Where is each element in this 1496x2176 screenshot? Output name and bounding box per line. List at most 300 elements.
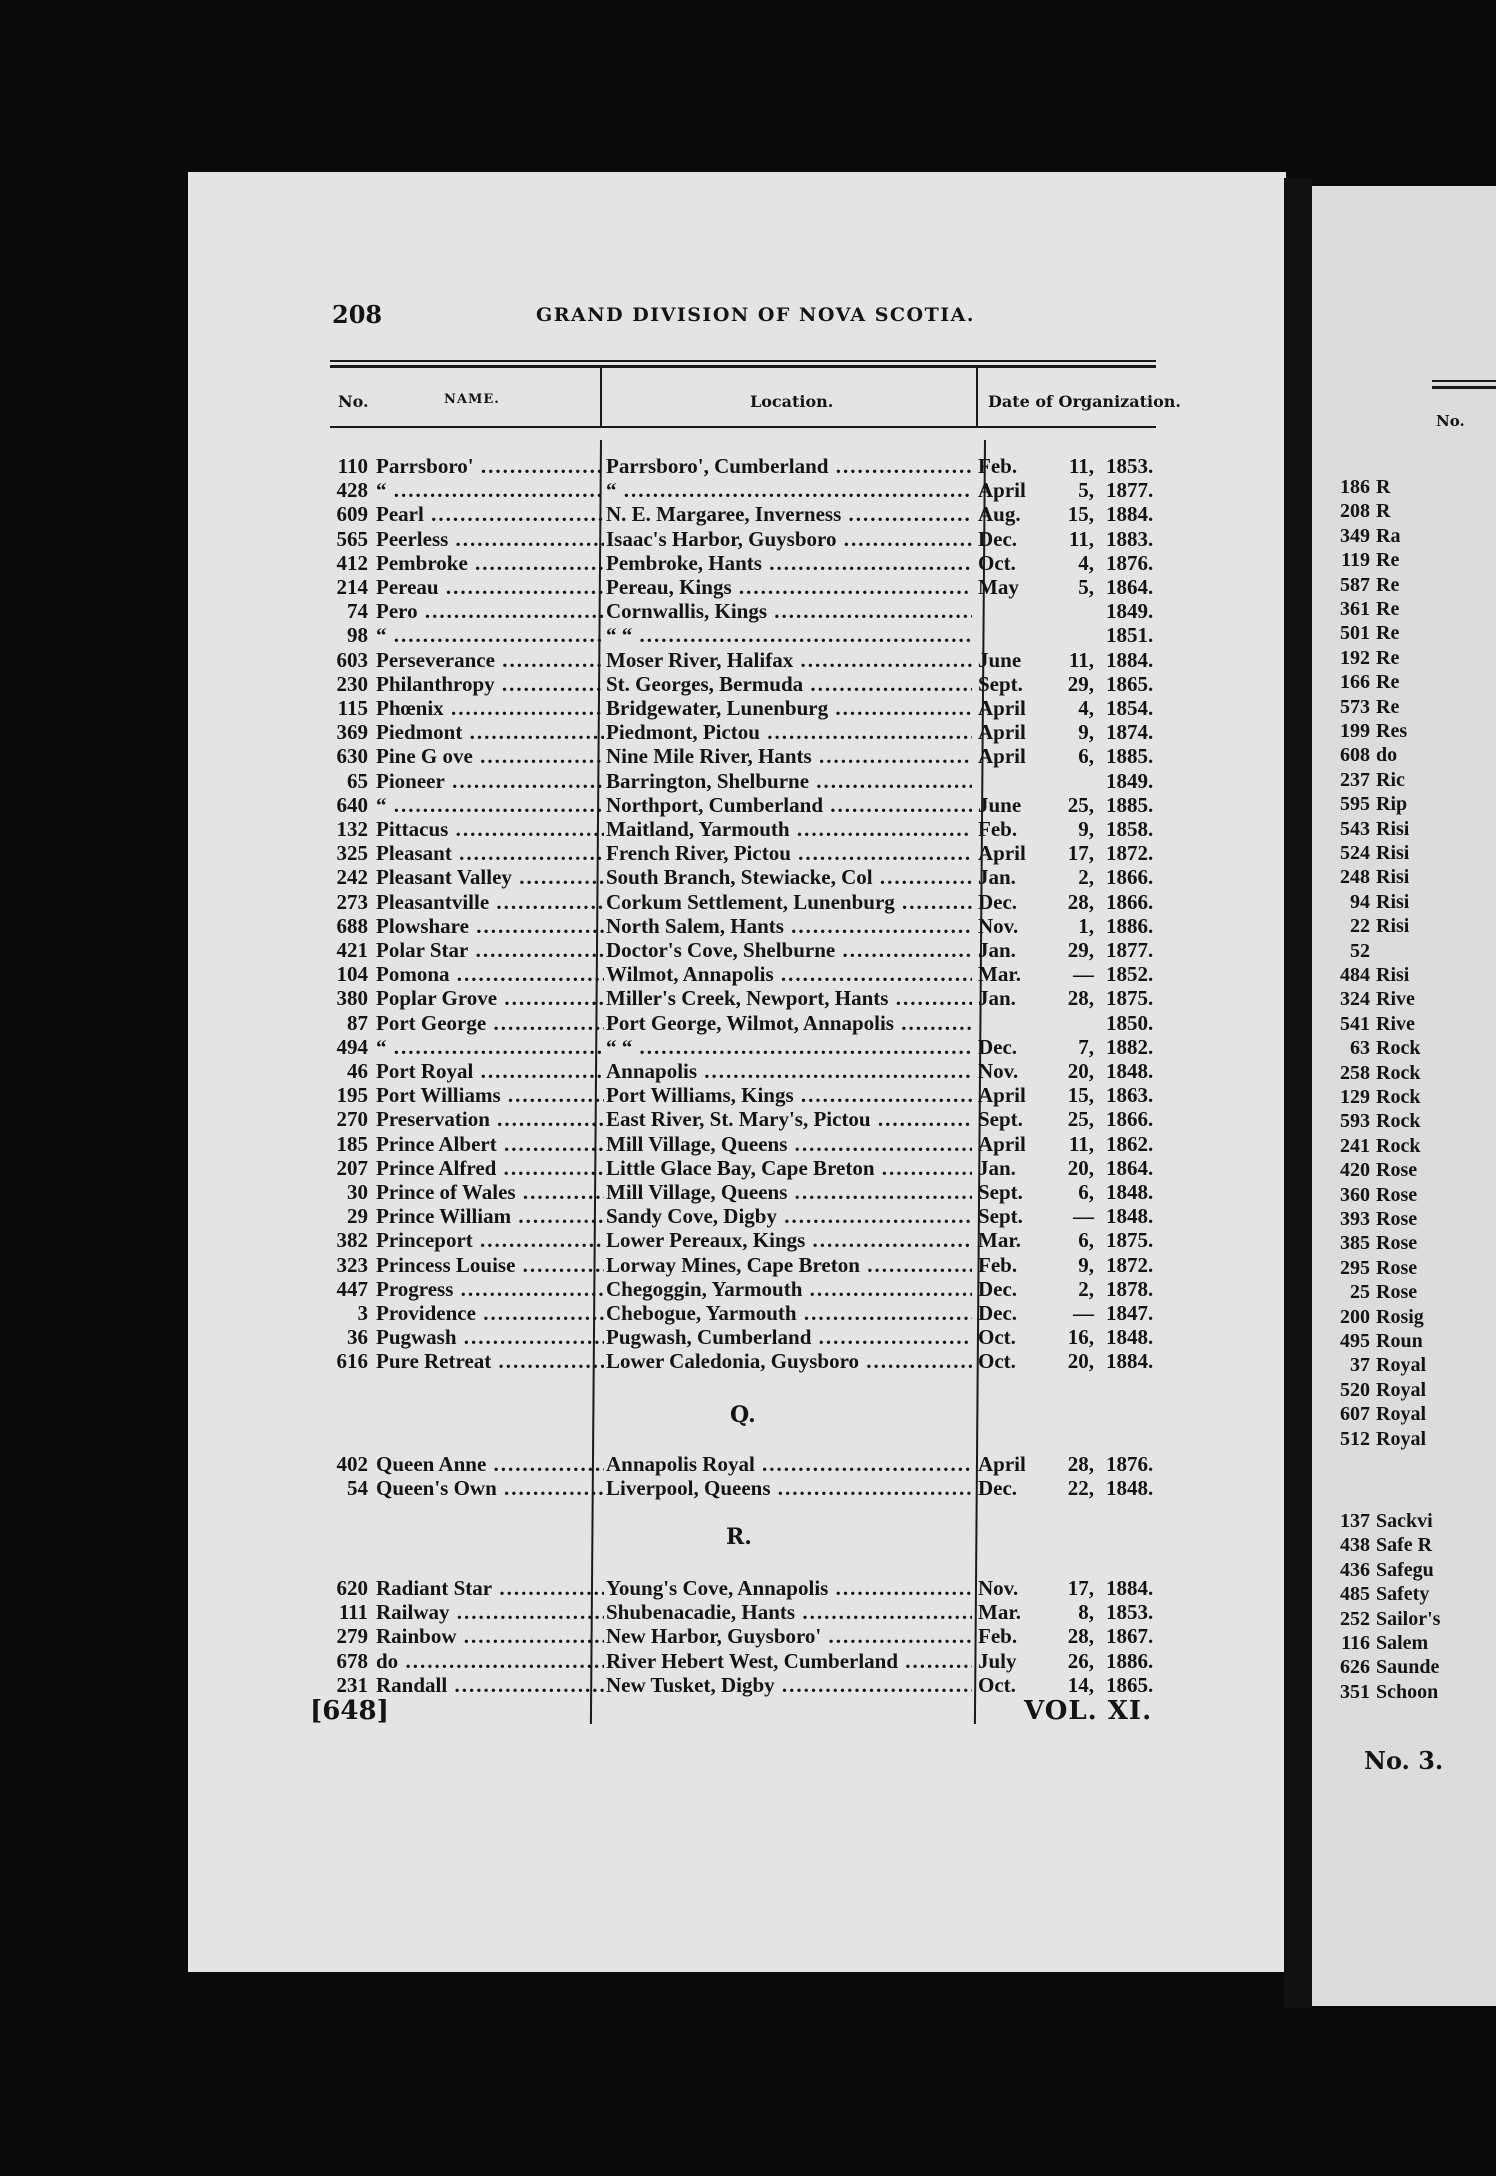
organization-year: 1858. [1106, 817, 1154, 841]
lodge-location: North Salem, Hants ..... [606, 914, 972, 938]
facing-lodge-number: 495 [1340, 1330, 1370, 1352]
facing-page-fragment [1312, 186, 1496, 2006]
facing-lodge-number: 252 [1340, 1607, 1370, 1630]
organization-month: Jan. [978, 1155, 1016, 1180]
lodge-row [306, 454, 1166, 478]
facing-lodge-row [1312, 574, 1496, 598]
volume-label: VOL. XI. [1024, 1696, 1153, 1726]
organization-year: 1867. [1106, 1624, 1154, 1649]
lodge-name: Pioneer ..... [376, 769, 604, 793]
organization-day: 11, [1068, 526, 1094, 551]
facing-lodge-name: R [1376, 500, 1391, 523]
lodge-number: 325 [336, 841, 368, 866]
lodge-row [306, 890, 1166, 914]
facing-lodge-number: 186 [1340, 476, 1370, 498]
lodge-name: Port George ..... [376, 1011, 604, 1035]
facing-rule-top [1432, 380, 1496, 382]
facing-lodge-name: Re [1376, 598, 1400, 620]
lodge-name: Princeport ..... [376, 1228, 604, 1252]
organization-year: 1862. [1106, 1131, 1154, 1156]
lodge-location: Mill Village, Queens ..... [606, 1180, 972, 1204]
organization-month: April [978, 478, 1026, 503]
lodge-number: 678 [336, 1648, 368, 1673]
lodge-row [306, 1600, 1166, 1624]
facing-lodge-number: 501 [1340, 622, 1370, 645]
organization-month: Sept. [978, 1107, 1023, 1132]
lodge-number: 565 [336, 526, 368, 551]
lodge-name: Prince William ..... [376, 1204, 604, 1228]
organization-day: 5, [1078, 478, 1094, 503]
lodge-row [306, 938, 1166, 962]
lodge-row [306, 744, 1166, 768]
organization-day: 11, [1068, 647, 1094, 672]
lodge-location: Nine Mile River, Hants ..... [606, 744, 972, 768]
facing-lodge-number: 438 [1340, 1534, 1370, 1557]
lodge-location: Doctor's Cove, Shelburne ..... [606, 938, 972, 962]
facing-lodge-row [1312, 1403, 1496, 1427]
facing-lodge-number: 129 [1340, 1086, 1370, 1108]
facing-lodge-row [1312, 720, 1496, 744]
facing-lodge-name: Royal [1376, 1403, 1426, 1426]
facing-lodge-row [1312, 598, 1496, 622]
facing-lodge-name: Ra [1376, 524, 1401, 547]
facing-lodge-number: 241 [1340, 1134, 1370, 1157]
lodge-name: Queen's Own ..... [376, 1476, 604, 1500]
facing-lodge-name: Risi [1376, 964, 1410, 986]
organization-year: 1849. [1106, 768, 1154, 793]
lodge-row [306, 1673, 1166, 1697]
facing-lodge-row [1312, 1428, 1496, 1452]
organization-month: April [978, 1083, 1026, 1108]
lodge-name: Pleasant ..... [376, 841, 604, 865]
facing-lodge-name: Safe R [1376, 1534, 1433, 1557]
facing-lodge-row [1312, 1354, 1496, 1378]
organization-day: 4, [1078, 550, 1094, 575]
facing-lodge-name: Re [1376, 695, 1400, 718]
organization-month: Nov. [978, 1576, 1019, 1600]
organization-year: 1852. [1106, 962, 1154, 987]
lodge-number: 273 [336, 889, 368, 914]
facing-lodge-number: 349 [1340, 524, 1370, 547]
header-rule-bottom [330, 426, 1156, 428]
column-header-name: NAME. [444, 392, 500, 407]
organization-year: 1848. [1106, 1180, 1154, 1204]
lodge-location: Sandy Cove, Digby ..... [606, 1204, 972, 1228]
organization-year: 1875. [1106, 986, 1154, 1011]
organization-year: 1848. [1106, 1059, 1154, 1083]
lodge-row [306, 1107, 1166, 1131]
section-heading-q: Q. [730, 1402, 756, 1428]
lodge-number: 115 [337, 696, 368, 720]
organization-month: April [978, 1131, 1026, 1156]
lodge-number: 421 [336, 938, 368, 962]
facing-lodge-number: 595 [1340, 793, 1370, 816]
organization-day: 26, [1067, 1648, 1094, 1673]
facing-lodge-number: 200 [1340, 1305, 1370, 1328]
lodge-number: 609 [336, 502, 368, 527]
facing-lodge-number: 361 [1340, 598, 1370, 620]
lodge-number: 494 [336, 1034, 368, 1059]
facing-lodge-number: 607 [1340, 1403, 1370, 1426]
facing-lodge-row [1312, 1013, 1496, 1037]
organization-day: 6, [1078, 1180, 1094, 1204]
lodge-location: Little Glace Bay, Cape Breton ..... [606, 1156, 972, 1180]
facing-lodge-row [1312, 866, 1496, 890]
lodge-row [306, 623, 1166, 647]
organization-year: 1848. [1106, 1204, 1154, 1229]
facing-lodge-number: 94 [1350, 890, 1370, 913]
lodge-location: River Hebert West, Cumberland ..... [606, 1649, 972, 1673]
facing-lodge-name: Rosig [1376, 1305, 1424, 1328]
printer-signature: [648] [310, 1696, 389, 1726]
organization-day: 20, [1067, 1059, 1094, 1083]
lodge-number: 231 [336, 1672, 368, 1697]
lodge-location: Pereau, Kings ..... [606, 575, 972, 599]
header-rule-top-thick [330, 365, 1156, 368]
facing-lodge-row [1312, 940, 1496, 964]
organization-year: 1876. [1106, 1452, 1154, 1476]
organization-day: 16, [1067, 1325, 1094, 1350]
lodge-location: Pembroke, Hants ..... [606, 551, 972, 575]
facing-lodge-number: 436 [1340, 1558, 1370, 1581]
lodge-location: Barrington, Shelburne ..... [606, 769, 972, 793]
organization-day: 22, [1067, 1476, 1094, 1501]
facing-lodge-name: Salem [1376, 1632, 1429, 1654]
lodge-location: Chegoggin, Yarmouth ..... [606, 1277, 972, 1301]
organization-year: 1848. [1106, 1325, 1154, 1350]
lodge-name: “ ..... [376, 793, 604, 817]
lodge-name: Pearl ..... [376, 502, 604, 526]
lodge-name: Prince Albert ..... [376, 1132, 604, 1156]
facing-lodge-row [1312, 1159, 1496, 1183]
organization-year: 1866. [1106, 889, 1154, 914]
lodge-name: Port Royal ..... [376, 1059, 604, 1083]
facing-lodge-name: Safety [1376, 1583, 1430, 1606]
organization-month: Mar. [978, 1228, 1021, 1253]
column-divider-name [600, 368, 602, 428]
facing-lodge-name: Risi [1376, 866, 1410, 889]
facing-lodge-name: Risi [1376, 817, 1410, 840]
organization-year: 1885. [1106, 744, 1154, 769]
organization-day: 6, [1078, 1228, 1094, 1253]
lodge-name: Preservation ..... [376, 1107, 604, 1131]
lodge-location: Chebogue, Yarmouth ..... [606, 1301, 972, 1325]
organization-day: 20, [1067, 1349, 1094, 1374]
lodge-row [306, 1476, 1166, 1500]
facing-lodge-row [1312, 1583, 1496, 1607]
lodge-name: Perseverance ..... [376, 648, 604, 672]
lodge-location: Miller's Creek, Newport, Hants ..... [606, 986, 972, 1010]
facing-lodge-number: 385 [1340, 1232, 1370, 1255]
organization-month: Sept. [978, 1204, 1023, 1229]
organization-year: 1884. [1106, 502, 1154, 527]
lodge-number: 110 [337, 454, 368, 478]
organization-month: July [978, 1648, 1017, 1673]
lodge-name: “ ..... [376, 1035, 604, 1059]
organization-month: April [978, 841, 1026, 866]
facing-lodge-name: Schoon [1376, 1680, 1439, 1703]
facing-lodge-name: Sackvi [1376, 1510, 1433, 1532]
organization-month: Dec. [978, 526, 1018, 551]
facing-lodge-name: Ric [1376, 768, 1405, 791]
lodge-location: St. Georges, Bermuda ..... [606, 672, 972, 696]
organization-day: 2, [1078, 865, 1094, 890]
organization-year: 1874. [1106, 720, 1154, 745]
lodge-number: 412 [336, 550, 368, 575]
lodge-location: French River, Pictou ..... [606, 841, 972, 865]
lodge-row [306, 1059, 1166, 1083]
facing-lodge-row [1312, 1510, 1496, 1534]
lodge-number: 270 [336, 1107, 368, 1132]
organization-year: 1875. [1106, 1228, 1154, 1253]
lodge-number: 185 [336, 1131, 368, 1156]
organization-day: 8, [1078, 1600, 1094, 1625]
facing-lodge-name: Rock [1376, 1134, 1421, 1157]
lodge-name: Rainbow ..... [376, 1624, 604, 1648]
lodge-location: New Harbor, Guysboro' ..... [606, 1624, 972, 1648]
lodge-number: 30 [347, 1180, 368, 1204]
lodge-number: 242 [336, 865, 368, 890]
facing-lodge-number: 520 [1340, 1378, 1370, 1401]
organization-month: Dec. [978, 1276, 1018, 1301]
facing-lodge-row [1312, 891, 1496, 915]
organization-day: 29, [1067, 938, 1094, 962]
facing-lodge-row [1312, 915, 1496, 939]
facing-lodge-row [1312, 769, 1496, 793]
lodge-number: 230 [336, 671, 368, 696]
lodge-location: South Branch, Stewiacke, Col ..... [606, 865, 972, 889]
facing-lodge-number: 484 [1340, 964, 1370, 986]
lodge-row [306, 696, 1166, 720]
facing-lodge-row [1312, 1608, 1496, 1632]
lodge-location: Shubenacadie, Hants ..... [606, 1600, 972, 1624]
column-header-no: No. [338, 392, 369, 411]
lodge-location: “ “ ..... [606, 1035, 972, 1059]
organization-day: 9, [1078, 1252, 1094, 1277]
organization-month: Oct. [978, 1349, 1016, 1374]
organization-month: June [978, 792, 1022, 817]
lodge-row [306, 599, 1166, 623]
lodge-number: 36 [347, 1325, 368, 1350]
lodge-name: Pomona ..... [376, 962, 604, 986]
organization-day: 28, [1067, 986, 1094, 1011]
lodge-name: Pugwash ..... [376, 1325, 604, 1349]
organization-month: Feb. [978, 454, 1018, 478]
lodge-name: Phœnix ..... [376, 696, 604, 720]
lodge-row [306, 914, 1166, 938]
organization-day: 5, [1078, 575, 1094, 599]
facing-lodge-name: Risi [1376, 915, 1410, 938]
lodge-location: Wilmot, Annapolis ..... [606, 962, 972, 986]
organization-day: — [1073, 1301, 1094, 1325]
organization-year: 1866. [1106, 865, 1154, 890]
lodge-name: Pleasantville ..... [376, 890, 604, 914]
organization-month: Feb. [978, 817, 1018, 841]
facing-lodge-row [1312, 696, 1496, 720]
organization-month: Aug. [978, 502, 1021, 527]
book-gutter [1284, 178, 1312, 2008]
organization-day: 20, [1067, 1155, 1094, 1180]
organization-day: 11, [1068, 454, 1094, 478]
lodge-name: Providence ..... [376, 1301, 604, 1325]
lodge-number: 74 [347, 599, 368, 624]
organization-day: 29, [1067, 671, 1094, 696]
facing-lodge-name: Rose [1376, 1232, 1418, 1255]
lodge-row [306, 502, 1166, 526]
facing-lodge-name: Roun [1376, 1330, 1423, 1352]
organization-year: 1864. [1106, 1155, 1154, 1180]
organization-day: 4, [1078, 696, 1094, 720]
lodge-location: Mill Village, Queens ..... [606, 1132, 972, 1156]
facing-lodge-name: Royal [1376, 1354, 1426, 1377]
organization-month: Mar. [978, 962, 1021, 987]
lodge-number: 98 [347, 623, 368, 648]
facing-lodge-number: 351 [1340, 1680, 1370, 1703]
lodge-number: 111 [338, 1600, 368, 1625]
lodge-row [306, 865, 1166, 889]
organization-year: 1863. [1106, 1083, 1154, 1108]
organization-year: 1851. [1106, 623, 1154, 648]
facing-lodge-number: 199 [1340, 720, 1370, 742]
column-header-date: Date of Organization. [988, 392, 1181, 411]
facing-lodge-row [1312, 1681, 1496, 1705]
lodge-location: East River, St. Mary's, Pictou ..... [606, 1107, 972, 1131]
facing-lodge-row [1312, 622, 1496, 646]
lodge-number: 195 [336, 1083, 368, 1108]
facing-lodge-row [1312, 744, 1496, 768]
organization-month: May [978, 575, 1019, 599]
lodge-name: Pittacus ..... [376, 817, 604, 841]
organization-day: 28, [1067, 1624, 1094, 1649]
lodge-location: Piedmont, Pictou ..... [606, 720, 972, 744]
organization-month: April [978, 696, 1026, 720]
facing-lodge-number: 324 [1340, 988, 1370, 1011]
organization-year: 1886. [1106, 913, 1154, 938]
facing-lodge-number: 63 [1350, 1037, 1370, 1060]
facing-lodge-number: 166 [1340, 671, 1370, 694]
facing-lodge-row [1312, 1037, 1496, 1061]
facing-lodge-row [1312, 1062, 1496, 1086]
lodge-row [306, 1325, 1166, 1349]
organization-month: Oct. [978, 550, 1016, 575]
lodge-location: Northport, Cumberland ..... [606, 793, 972, 817]
lodge-location: “ “ ..... [606, 623, 972, 647]
lodge-name: Princess Louise ..... [376, 1253, 604, 1277]
lodge-location: Annapolis Royal ..... [606, 1452, 972, 1476]
organization-day: — [1073, 1204, 1094, 1229]
organization-day: 25, [1067, 1107, 1094, 1132]
organization-year: 1884. [1106, 647, 1154, 672]
organization-day: 17, [1067, 1576, 1094, 1600]
organization-day: 28, [1067, 889, 1094, 914]
lodge-name: Pleasant Valley ..... [376, 865, 604, 889]
lodge-row [306, 1253, 1166, 1277]
organization-year: 1854. [1106, 696, 1154, 720]
facing-lodge-number: 22 [1350, 915, 1370, 938]
lodge-row [306, 769, 1166, 793]
organization-month: Nov. [978, 1059, 1019, 1083]
facing-lodge-number: 237 [1340, 768, 1370, 791]
lodge-location: Lower Pereaux, Kings ..... [606, 1228, 972, 1252]
organization-day: 15, [1067, 1083, 1094, 1108]
facing-lodge-number: 37 [1350, 1354, 1370, 1377]
lodge-number: 104 [336, 962, 368, 987]
running-title: GRAND DIVISION OF NOVA SCOTIA. [536, 304, 975, 326]
organization-day: 9, [1078, 720, 1094, 745]
organization-day: 15, [1067, 502, 1094, 527]
lodge-row [306, 1277, 1166, 1301]
facing-lodge-row [1312, 549, 1496, 573]
facing-lodge-name: Rose [1376, 1256, 1418, 1279]
lodge-row [306, 527, 1166, 551]
organization-month: Feb. [978, 1624, 1018, 1649]
facing-lodge-number: 116 [1341, 1632, 1370, 1654]
lodge-row [306, 1083, 1166, 1107]
organization-month: April [978, 720, 1026, 745]
lodge-row [306, 1228, 1166, 1252]
lodge-row [306, 841, 1166, 865]
organization-year: 1847. [1106, 1301, 1154, 1325]
lodge-location: Bridgewater, Lunenburg ..... [606, 696, 972, 720]
organization-month: Dec. [978, 1034, 1018, 1059]
lodge-number: 688 [336, 913, 368, 938]
lodge-name: Pembroke ..... [376, 551, 604, 575]
lodge-location: New Tusket, Digby ..... [606, 1673, 972, 1697]
lodge-name: Queen Anne ..... [376, 1452, 604, 1476]
facing-lodge-name: Rose [1376, 1159, 1418, 1182]
lodge-row [306, 793, 1166, 817]
facing-lodge-name: Rose [1376, 1208, 1418, 1230]
lodge-row [306, 962, 1166, 986]
running-head [188, 300, 1286, 340]
column-divider-location [976, 368, 978, 428]
organization-year: 1878. [1106, 1276, 1154, 1301]
organization-year: 1884. [1106, 1576, 1154, 1600]
organization-year: 1849. [1106, 599, 1154, 624]
organization-month: Oct. [978, 1672, 1016, 1697]
facing-lodge-row [1312, 476, 1496, 500]
lodge-row [306, 1035, 1166, 1059]
facing-lodge-row [1312, 988, 1496, 1012]
facing-lodge-name: Royal [1376, 1427, 1426, 1450]
organization-month: Jan. [978, 986, 1016, 1011]
organization-year: 1872. [1106, 1252, 1154, 1277]
facing-lodge-name: Saunde [1376, 1656, 1440, 1679]
facing-lodge-name: Re [1376, 622, 1400, 645]
lodge-name: Poplar Grove ..... [376, 986, 604, 1010]
lodge-number: 382 [336, 1228, 368, 1253]
organization-year: 1864. [1106, 575, 1154, 599]
lodge-number: 640 [336, 792, 368, 817]
facing-lodge-name: Re [1376, 573, 1400, 596]
lodge-location: “ ..... [606, 478, 972, 502]
organization-year: 1850. [1106, 1010, 1154, 1035]
facing-lodge-name: Rive [1376, 1012, 1415, 1035]
lodge-number: 428 [336, 478, 368, 503]
facing-lodge-row [1312, 1135, 1496, 1159]
facing-lodge-number: 524 [1340, 842, 1370, 864]
lodge-name: “ ..... [376, 623, 604, 647]
lodge-name: do ..... [376, 1649, 604, 1673]
lodge-name: Philanthropy ..... [376, 672, 604, 696]
organization-day: — [1073, 962, 1094, 987]
facing-lodge-row [1312, 1184, 1496, 1208]
lodge-name: Peerless ..... [376, 527, 604, 551]
lodge-row [306, 1452, 1166, 1476]
facing-lodge-row [1312, 793, 1496, 817]
facing-lodge-number: 626 [1340, 1656, 1370, 1679]
facing-lodge-number: 543 [1340, 817, 1370, 840]
